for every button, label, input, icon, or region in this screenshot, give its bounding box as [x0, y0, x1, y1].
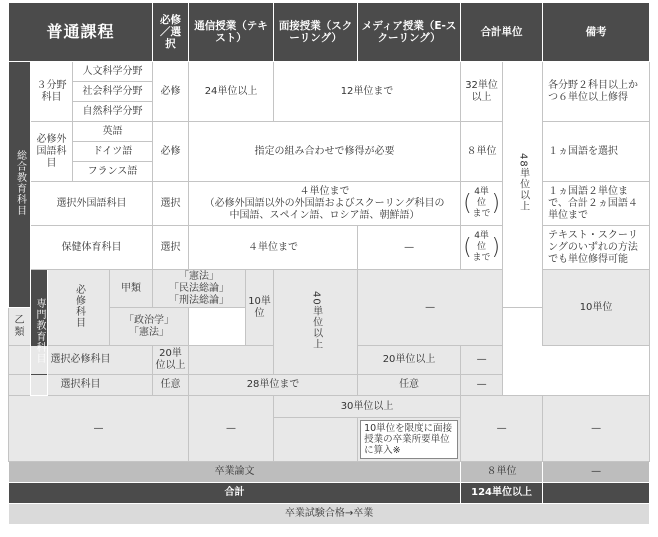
- grand-total-units: 124単位以上: [461, 483, 543, 504]
- elective-foreign-units-line1: ４単位まで: [299, 185, 350, 197]
- header-correspondence: 通信授業（テキスト）: [189, 3, 274, 62]
- elective-required-label: 選択必修科目: [9, 346, 153, 375]
- general-combined-total: 48単位以上: [503, 62, 543, 308]
- thesis-remark: —: [543, 462, 650, 483]
- elective-required-schooling: [189, 346, 274, 375]
- general-education-band: 総合教育科目: [9, 62, 31, 308]
- schooling-row-col2: —: [189, 396, 274, 462]
- grand-total-label: 合計: [9, 483, 461, 504]
- graduation-footer: 卒業試験合格→卒業: [9, 504, 650, 525]
- required-subjects-label: 必修科目: [48, 270, 110, 346]
- three-fields-remark: 各分野２科目以上かつ６単位以上修得: [543, 62, 650, 122]
- pe-total: ( 4単位 まで ): [461, 226, 503, 270]
- required-foreign-label: 必修外国語科目: [31, 122, 73, 182]
- required-schooling: —: [358, 270, 503, 346]
- curriculum-table-wrapper: [8, 2, 649, 525]
- otsu-subject-1: 「政治学」: [124, 314, 175, 326]
- field-natural-science: 自然科学分野: [73, 102, 153, 122]
- elective-foreign-units-line2: （必修外国語以外の外国語およびスクーリング科目の: [204, 197, 445, 209]
- elective-foreign-units-line3: 中国語、スペイン語、ロシア語、朝鮮語）: [229, 209, 420, 221]
- schooling-row-remark: —: [543, 396, 650, 462]
- foreign-total: ８単位: [461, 122, 503, 182]
- kou-subjects: [153, 270, 246, 308]
- elective-required-total: 20単位以上: [358, 346, 461, 375]
- schooling-row-top: 30単位以上: [274, 396, 461, 418]
- thesis-units: ８単位: [461, 462, 543, 483]
- elective-total: 任意: [358, 375, 461, 396]
- three-fields-required: 必修: [153, 62, 189, 122]
- schooling-row-total: —: [461, 396, 543, 462]
- curriculum-table: [8, 2, 650, 525]
- field-humanities: 人文科学分野: [73, 62, 153, 82]
- pe-total-line2: まで: [472, 253, 491, 263]
- elective-foreign-total-line2: まで: [472, 209, 491, 219]
- kou-label: 甲類: [110, 270, 153, 308]
- course-title: 普通課程: [9, 3, 153, 62]
- foreign-german: ドイツ語: [73, 142, 153, 162]
- elective-required-corr: 20単位以上: [153, 346, 189, 375]
- required-total: 10単位: [543, 270, 650, 346]
- field-social-science: 社会科学分野: [73, 82, 153, 102]
- header-schooling: 面接授業（スクーリング）: [274, 3, 358, 62]
- elective-foreign-total-line1: 4単位: [474, 187, 489, 208]
- pe-units: ４単位まで: [189, 226, 358, 270]
- grand-total-blank: [543, 483, 650, 504]
- elective-corr: 任意: [153, 375, 189, 396]
- otsu-subject-2: 「憲法」: [129, 326, 170, 338]
- elective-schooling-media: 28単位まで: [189, 375, 358, 396]
- pe-select: 選択: [153, 226, 189, 270]
- required-correspondence: 10単位: [246, 270, 274, 346]
- elective-foreign-units: [189, 182, 461, 226]
- header-total-units: 合計単位: [461, 3, 543, 62]
- otsu-label: 乙類: [9, 308, 31, 346]
- foreign-required: 必修: [153, 122, 189, 182]
- schooling-row-note: 10単位を限度に面接授業の卒業所要単位に算入※: [360, 420, 458, 459]
- foreign-english: 英語: [73, 122, 153, 142]
- pe-total-line1: 4単位: [474, 231, 489, 252]
- elective-foreign-remark: １ヵ国語２単位まで、合計２ヵ国語４単位まで: [543, 182, 650, 226]
- kou-subject-1: 「憲法」: [179, 270, 220, 282]
- pe-label: 保健体育科目: [31, 226, 153, 270]
- foreign-remark: １ヵ国語を選択: [543, 122, 650, 182]
- pe-media: —: [358, 226, 461, 270]
- specialized-education-band: 専門教育科目: [31, 270, 48, 396]
- elective-foreign-label: 選択外国語科目: [31, 182, 153, 226]
- header-required-select: 必修／選択: [153, 3, 189, 62]
- schooling-row-blank: [274, 418, 358, 462]
- schooling-row-note-cell: [358, 418, 461, 462]
- foreign-units: 指定の組み合わせで修得が必要: [189, 122, 461, 182]
- pe-remark: テキスト・スクーリングのいずれの方法でも単位修得可能: [543, 226, 650, 270]
- elective-foreign-select: 選択: [153, 182, 189, 226]
- elective-required-remark: —: [461, 346, 503, 375]
- specialized-corr-combined: 40単位以上: [274, 270, 358, 375]
- otsu-subjects: [110, 308, 189, 346]
- header-remarks: 備考: [543, 3, 650, 62]
- thesis-label: 卒業論文: [9, 462, 461, 483]
- elective-label: 選択科目: [9, 375, 153, 396]
- kou-subject-2: 「民法総論」: [169, 282, 230, 294]
- three-fields-schooling-media: 12単位まで: [274, 62, 461, 122]
- kou-subject-3: 「刑法総論」: [169, 294, 230, 306]
- elective-foreign-total: ( 4単位 まで ): [461, 182, 503, 226]
- three-fields-label: ３分野科目: [31, 62, 73, 122]
- elective-remark: —: [461, 375, 503, 396]
- header-media: メディア授業（E-スクーリング）: [358, 3, 461, 62]
- three-fields-correspondence: 24単位以上: [189, 62, 274, 122]
- three-fields-total: 32単位以上: [461, 62, 503, 122]
- foreign-french: フランス語: [73, 162, 153, 182]
- schooling-row-col1: —: [9, 396, 189, 462]
